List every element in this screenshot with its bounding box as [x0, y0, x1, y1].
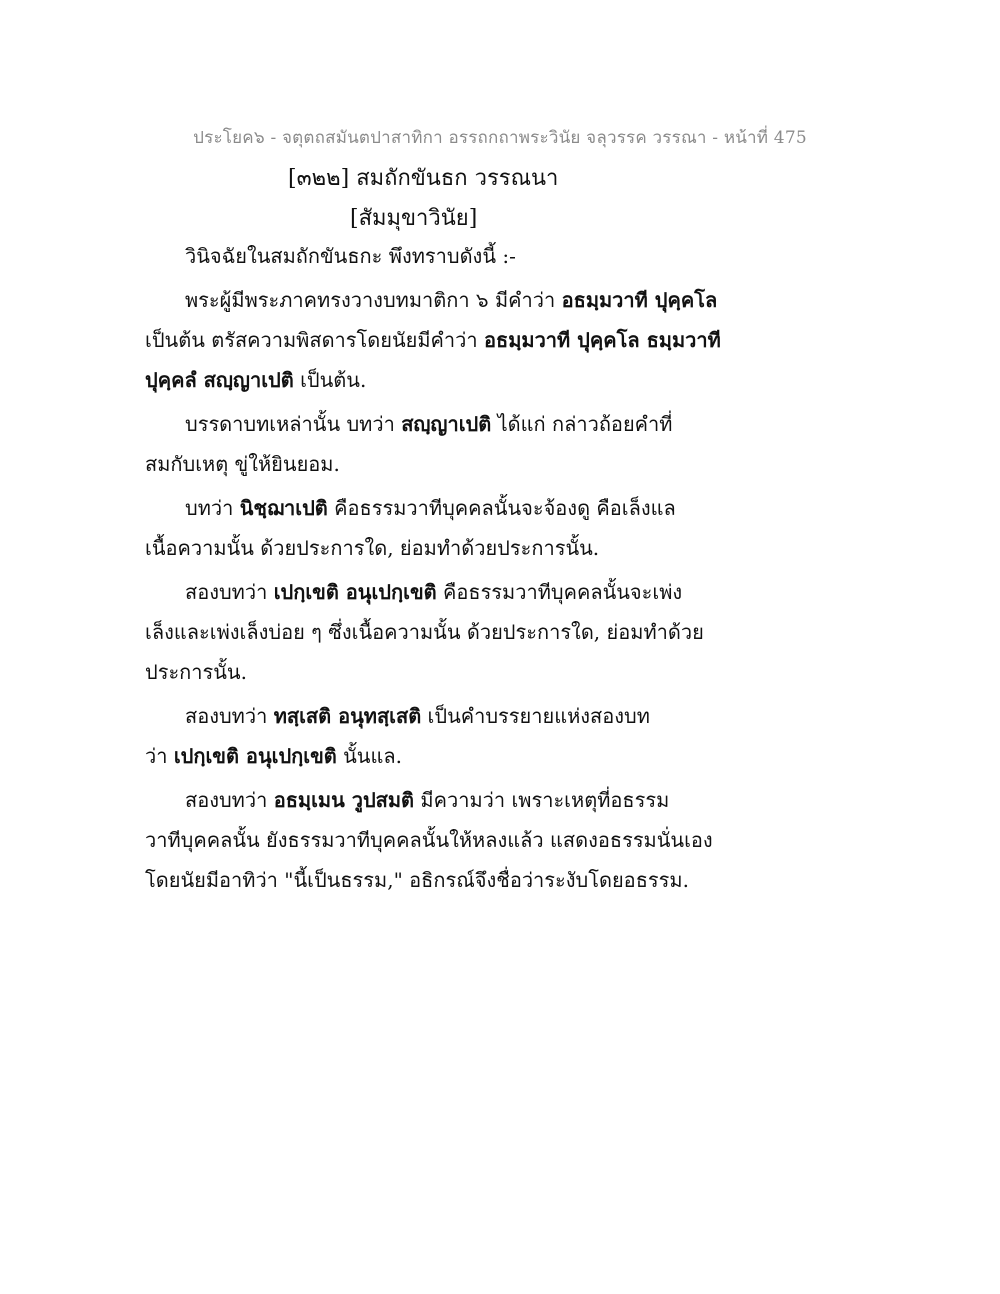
- text-line: [145, 572, 705, 612]
- pali-term: สญฺญาเปติ: [401, 412, 492, 436]
- text-segment: วาทีบุคคลนั้น ยังธรรมวาทีบุคคลนั้นให้หลงแล้ว แสดงอธรรมนั่นเอง: [145, 828, 713, 852]
- text-segment: บรรดาบทเหล่านั้น บทว่า: [185, 412, 402, 436]
- text-segment: พระผู้มีพระภาคทรงวางบทมาติกา ๖ มีคำว่า: [185, 288, 562, 312]
- text-segment: นั้นแล.: [336, 744, 402, 768]
- paragraph: [145, 236, 705, 276]
- text-line: [145, 612, 705, 652]
- text-segment: สมกับเหตุ ขู่ให้ยินยอม.: [145, 452, 340, 476]
- text-line: [145, 404, 705, 444]
- section-title: [๓๒๒] สมถักขันธก วรรณนา: [288, 166, 559, 191]
- text-segment: ประการนั้น.: [145, 660, 247, 684]
- paragraph: [145, 572, 705, 692]
- text-segment: เป็นต้น ตรัสความพิสดารโดยนัยมีคำว่า: [145, 328, 484, 352]
- text-line: [145, 780, 705, 820]
- text-line: [145, 696, 705, 736]
- text-segment: คือธรรมวาทีบุคคลนั้นจะจ้องดู คือเล็งแล: [327, 496, 676, 520]
- text-segment: บทว่า: [185, 496, 240, 520]
- text-line: [145, 360, 705, 400]
- paragraph: [145, 280, 721, 400]
- text-segment: ได้แก่ กล่าวถ้อยคำที่: [491, 412, 673, 436]
- text-line: [145, 236, 705, 276]
- page-header: ประโยค๖ - จตุตถสมันตปาสาทิกา อรรถกถาพระวินัย จลุวรรค วรรณา - หน้าที่ 475: [193, 128, 807, 148]
- document-body: [145, 236, 721, 904]
- text-segment: วินิจฉัยในสมถักขันธกะ พึงทราบดังนี้ :-: [185, 244, 516, 268]
- paragraph: [145, 404, 705, 484]
- pali-term: ปุคฺคลํ สญฺญาเปติ: [145, 368, 294, 392]
- section-subtitle: [สัมมุขาวินัย]: [350, 206, 478, 231]
- text-line: [145, 652, 705, 692]
- text-segment: คือธรรมวาทีบุคคลนั้นจะเพ่ง: [436, 580, 683, 604]
- text-line: [145, 528, 705, 568]
- pali-term: เปกฺเขติ อนุเปกฺเขติ: [273, 580, 437, 604]
- text-segment: มีความว่า เพราะเหตุที่อธรรม: [414, 788, 670, 812]
- text-segment: สองบทว่า: [185, 788, 274, 812]
- text-segment: เนื้อความนั้น ด้วยประการใด, ย่อมทำด้วยประการนั้น.: [145, 536, 600, 560]
- text-segment: สองบทว่า: [185, 704, 274, 728]
- text-segment: เล็งและเพ่งเล็งบ่อย ๆ ซึ่งเนื้อความนั้น ด้วยประการใด, ย่อมทำด้วย: [145, 620, 704, 644]
- text-line: [145, 320, 721, 360]
- text-line: [145, 860, 705, 900]
- pali-term: นิชฺฌาเปติ: [239, 496, 328, 520]
- text-line: [145, 736, 705, 776]
- text-line: [145, 444, 705, 484]
- pali-term: อธมฺมวาที ปุคฺคโล: [561, 288, 718, 312]
- text-segment: โดยนัยมีอาทิว่า "นี้เป็นธรรม," อธิกรณ์จึงชื่อว่าระงับโดยอธรรม.: [145, 868, 689, 892]
- paragraph: [145, 780, 713, 900]
- text-line: [145, 280, 718, 320]
- pali-term: อธมฺมวาที ปุคฺคโล ธมฺมวาที: [483, 328, 721, 352]
- text-segment: เป็นต้น.: [293, 368, 367, 392]
- paragraph: [145, 696, 705, 776]
- text-line: [145, 488, 705, 528]
- text-line: [145, 820, 713, 860]
- paragraph: [145, 488, 705, 568]
- pali-term: ทสฺเสติ อนุทสฺเสติ: [273, 704, 422, 728]
- pali-term: เปกฺเขติ อนุเปกฺเขติ: [173, 744, 337, 768]
- text-segment: สองบทว่า: [185, 580, 274, 604]
- pali-term: อธมฺเมน วูปสมติ: [273, 788, 415, 812]
- text-segment: เป็นคำบรรยายแห่งสองบท: [421, 704, 650, 728]
- text-segment: ว่า: [145, 744, 174, 768]
